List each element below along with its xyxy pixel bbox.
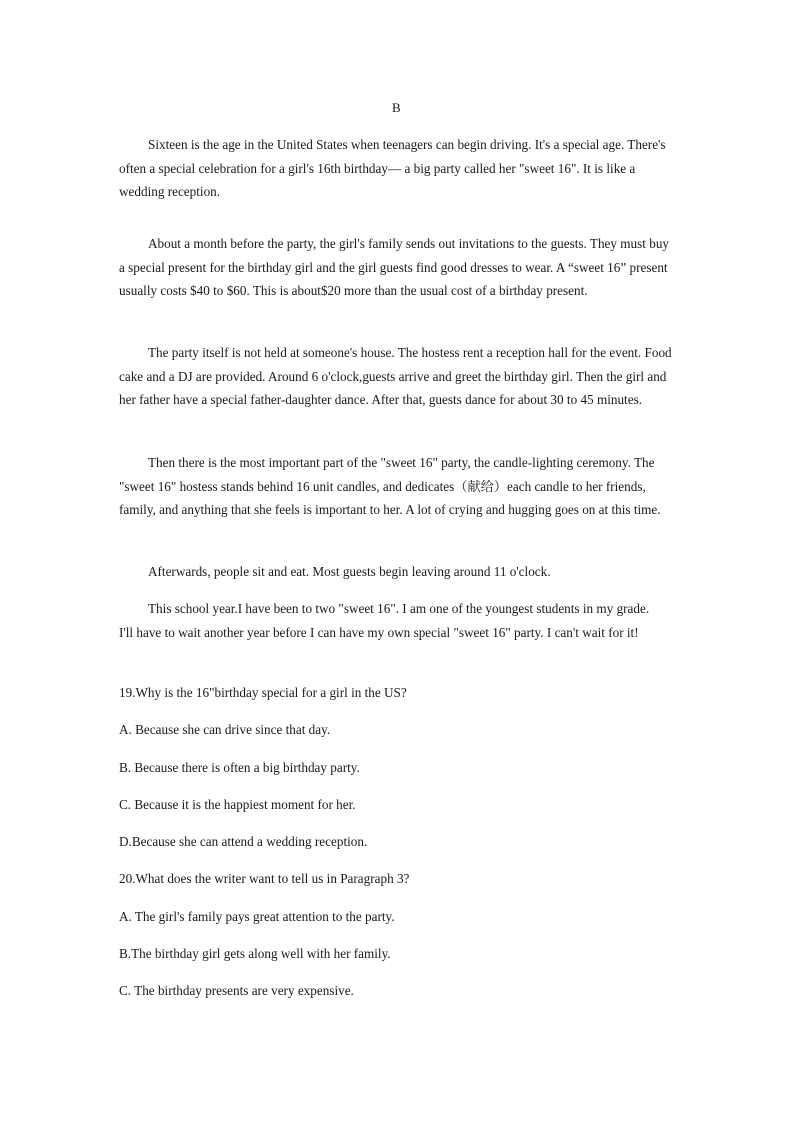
question-19-stem: 19.Why is the 16"birthday special for a girl in the US? [119,685,407,700]
paragraph-3: The party itself is not held at someone's house. The hostess rent a reception hall for the event. Food cake and a DJ are provided. Around 6 o'clock,guests arrive and greet the birthday girl. Then the girl and her father have a special father-daughter dance. After that, guests dance for about 30 to 45 minutes. [119,345,672,407]
section-title: B [392,100,401,115]
question-20-option-a: A. The girl's family pays great attention to the party. [119,909,395,924]
question-19-option-b: B. Because there is often a big birthday party. [119,760,360,775]
question-19-option-a: A. Because she can drive since that day. [119,722,331,737]
paragraph-1: Sixteen is the age in the United States when teenagers can begin driving. It's a special age. There's often a special celebration for a girl's 16th birthday— a big party called her "sweet 16". It is like a wedding reception. [119,137,666,199]
paragraph-6: This school year.I have been to two "sweet 16". I am one of the youngest students in my grade. I'll have to wait another year before I can have my own special "sweet 16" party. I can't wait for it! [119,601,650,640]
question-20-option-b: B.The birthday girl gets along well with her family. [119,946,391,961]
question-19-option-c: C. Because it is the happiest moment for her. [119,797,356,812]
paragraph-2: About a month before the party, the girl's family sends out invitations to the guests. They must buy a special present for the birthday girl and the girl guests find good dresses to wear. A “sweet 16” present usually costs $40 to $60. This is about$20 more than the usual cost of a birthday present. [119,236,670,298]
question-19-option-d: D.Because she can attend a wedding reception. [119,834,368,849]
paragraph-4: Then there is the most important part of the "sweet 16" party, the candle-lighting ceremony. The "sweet 16" hostess stands behind 16 unit candles, and dedicates（献给）each candle to her friends, family, and anything that she feels is important to her. A lot of crying and hugging goes on at this time. [119,455,661,517]
paragraph-5: Afterwards, people sit and eat. Most guests begin leaving around 11 o'clock. [148,564,551,579]
question-20-stem: 20.What does the writer want to tell us in Paragraph 3? [119,871,410,886]
question-20-option-c: C. The birthday presents are very expensive. [119,983,354,998]
